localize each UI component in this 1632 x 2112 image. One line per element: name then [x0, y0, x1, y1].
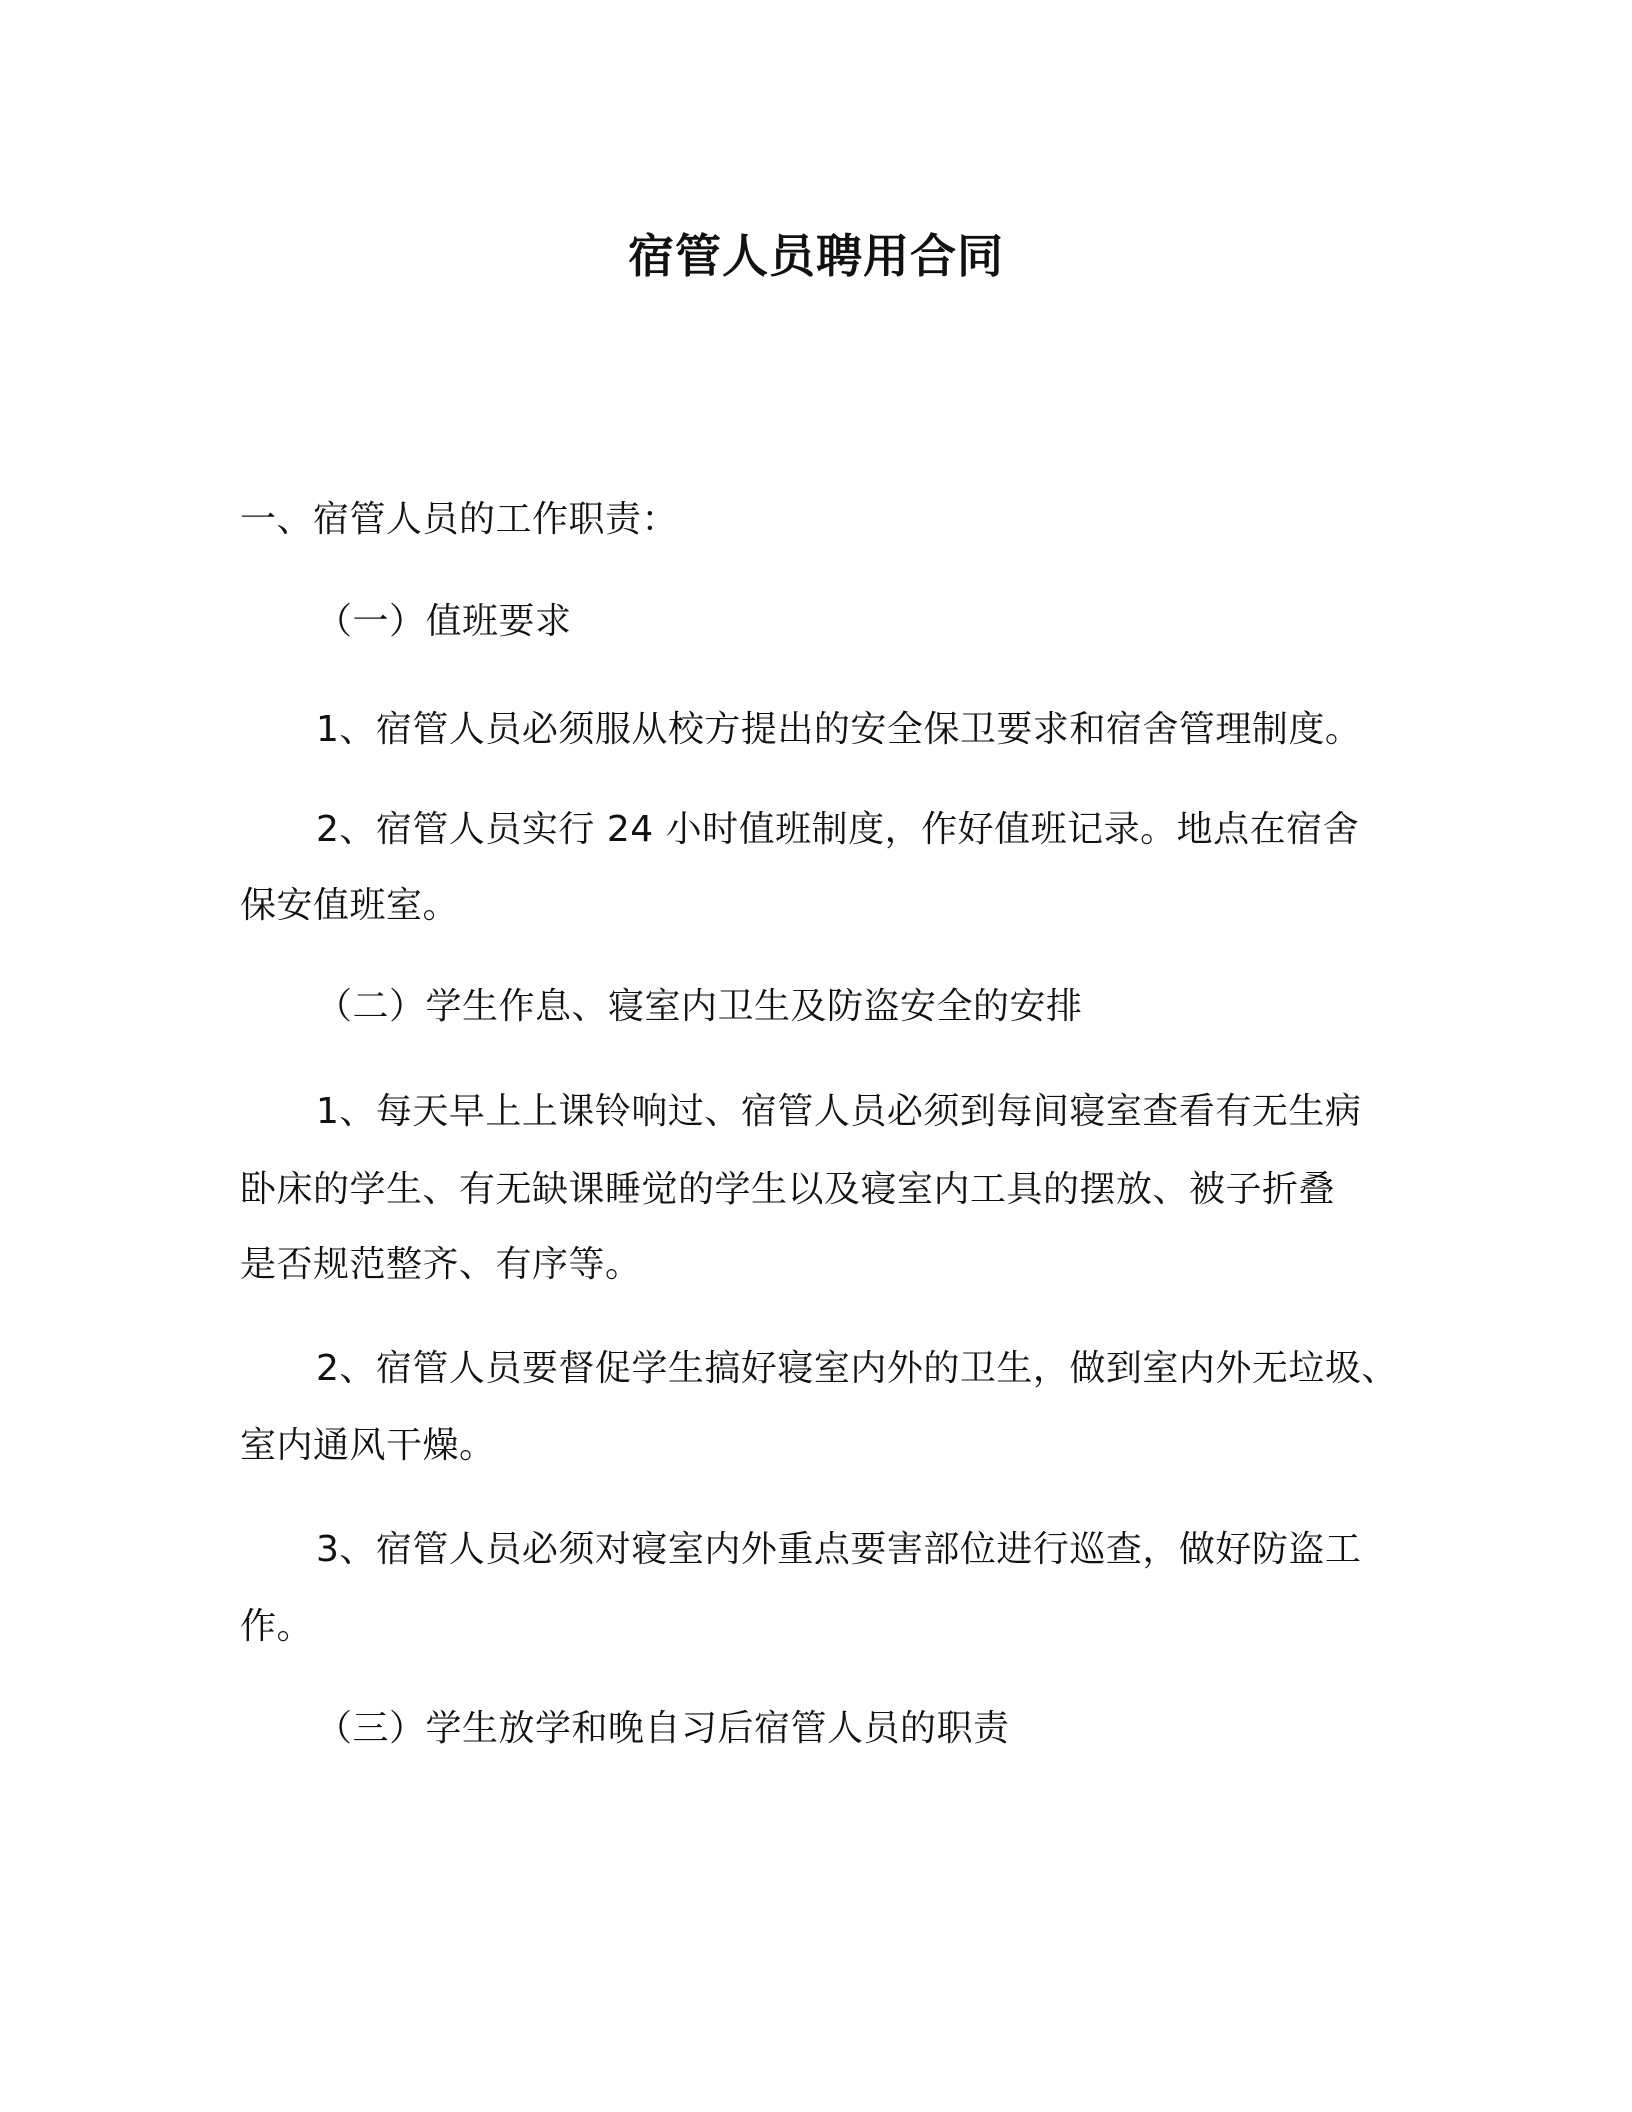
subsection-heading-2: （二）学生作息、寝室内卫生及防盗安全的安排: [316, 986, 1083, 1027]
paragraph-line: 保安值班室。: [240, 885, 460, 926]
subsection-heading-1: （一）值班要求: [316, 601, 572, 642]
paragraph-line: 1、每天早上上课铃响过、宿管人员必须到每间寝室查看有无生病: [316, 1091, 1362, 1132]
paragraph-line: 2、宿管人员要督促学生搞好寝室内外的卫生，做到室内外无垃圾、: [316, 1348, 1398, 1389]
paragraph-line: 2、宿管人员实行 24 小时值班制度，作好值班记录。地点在宿舍: [316, 809, 1360, 850]
paragraph-line: 卧床的学生、有无缺课睡觉的学生以及寝室内工具的摆放、被子折叠: [240, 1169, 1336, 1210]
section-heading-1: 一、宿管人员的工作职责：: [240, 499, 679, 540]
paragraph-line: 3、宿管人员必须对寝室内外重点要害部位进行巡查，做好防盗工: [316, 1529, 1362, 1570]
paragraph-line: 室内通风干燥。: [240, 1425, 496, 1466]
paragraph-line: 1、宿管人员必须服从校方提出的安全保卫要求和宿舍管理制度。: [316, 709, 1362, 750]
paragraph-line: 是否规范整齐、有序等。: [240, 1244, 642, 1285]
paragraph-line: 作。: [240, 1606, 314, 1647]
document-title: 宿管人员聘用合同: [628, 229, 1004, 283]
subsection-heading-3: （三）学生放学和晚自习后宿管人员的职责: [316, 1708, 1010, 1749]
